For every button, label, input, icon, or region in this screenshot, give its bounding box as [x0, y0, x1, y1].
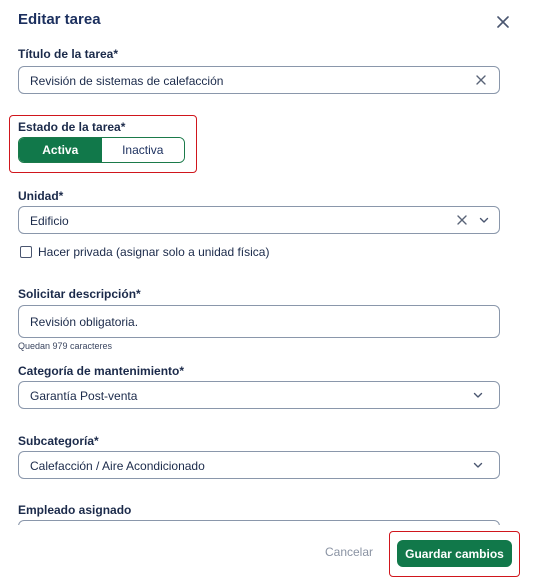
category-label: Categoría de mantenimiento* [18, 364, 185, 378]
status-option-inactive[interactable]: Inactiva [102, 138, 185, 162]
character-counter: Quedan 979 caracteres [18, 341, 113, 351]
status-label: Estado de la tarea* [18, 120, 126, 134]
close-icon[interactable] [494, 13, 512, 31]
status-option-active[interactable]: Activa [19, 138, 102, 162]
description-textarea[interactable] [18, 305, 500, 338]
chevron-down-icon[interactable] [472, 459, 484, 471]
clear-icon[interactable] [456, 214, 468, 226]
subcategory-label: Subcategoría* [18, 434, 99, 448]
subcategory-select[interactable] [18, 451, 500, 479]
category-select[interactable] [18, 381, 500, 409]
task-title-value: Revisión de sistemas de calefacción [30, 74, 224, 88]
unit-value: Edificio [30, 214, 69, 228]
task-title-label: Título de la tarea* [18, 47, 119, 61]
cancel-button[interactable]: Cancelar [324, 545, 374, 559]
subcategory-value: Calefacción / Aire Acondicionado [30, 459, 205, 473]
unit-label: Unidad* [18, 189, 64, 203]
task-title-input[interactable] [18, 66, 500, 94]
category-value: Garantía Post-venta [30, 389, 138, 403]
private-checkbox[interactable] [20, 246, 32, 258]
status-toggle[interactable] [18, 137, 185, 163]
clear-icon[interactable] [475, 74, 487, 86]
employee-label: Empleado asignado [18, 503, 132, 517]
description-value: Revisión obligatoria. [30, 315, 139, 329]
chevron-down-icon[interactable] [478, 214, 490, 226]
dialog-title: Editar tarea [18, 11, 101, 28]
private-checkbox-label: Hacer privada (asignar solo a unidad física) [38, 245, 270, 259]
chevron-down-icon[interactable] [472, 389, 484, 401]
save-button[interactable]: Guardar cambios [397, 540, 512, 567]
unit-select[interactable] [18, 206, 500, 234]
description-label: Solicitar descripción* [18, 287, 141, 301]
